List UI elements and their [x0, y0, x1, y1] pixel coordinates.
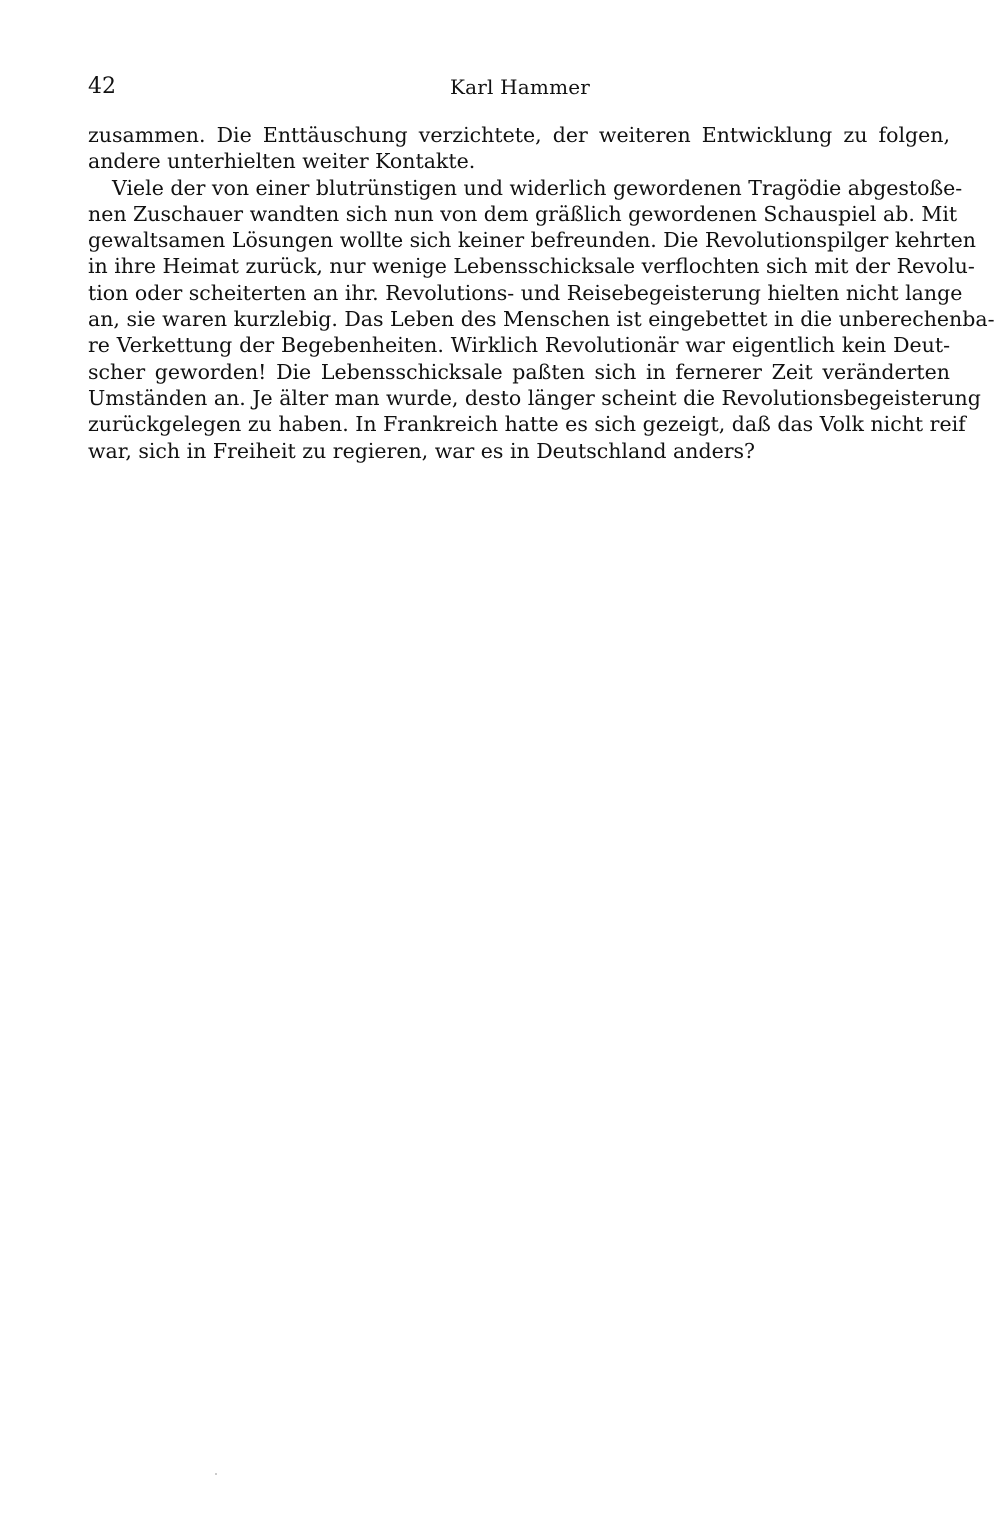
- running-title: Karl Hammer: [449, 75, 591, 99]
- text-line: tion oder scheiterten an ihr. Revolutions- und Reisebegeisterung hielten nicht lange: [88, 280, 963, 305]
- scan-speck: [215, 1473, 217, 1475]
- text-line: an, sie waren kurzlebig. Das Leben des Menschen ist eingebettet in die unberechenba-: [88, 307, 995, 332]
- paragraph-1: [88, 122, 950, 175]
- paragraph-2: [88, 175, 995, 464]
- text-line: Viele der von einer blutrünstigen und widerlich gewordenen Tragödie abgestoße-: [112, 175, 963, 200]
- text-line: zusammen. Die Enttäuschung verzichtete, der weiteren Entwicklung zu folgen,: [88, 123, 950, 147]
- text-line: Umständen an. Je älter man wurde, desto länger scheint die Revolutionsbegeisterung: [88, 385, 981, 410]
- text-line: in ihre Heimat zurück, nur wenige Lebensschicksale verflochten sich mit der Revolu-: [88, 254, 975, 279]
- text-line: re Verkettung der Begebenheiten. Wirklich Revolutionär war eigentlich kein Deut-: [88, 333, 950, 358]
- running-head: [88, 74, 952, 104]
- body-text: [88, 122, 995, 464]
- text-line: zurückgelegen zu haben. In Frankreich hatte es sich gezeigt, daß das Volk nicht reif: [88, 412, 966, 437]
- text-line: nen Zuschauer wandten sich nun von dem gräßlich gewordenen Schauspiel ab. Mit: [88, 201, 958, 226]
- text-line: gewaltsamen Lösungen wollte sich keiner befreunden. Die Revolutionspilger kehrten: [88, 228, 976, 253]
- page-number: 42: [88, 74, 116, 99]
- text-line: scher geworden! Die Lebensschicksale paßten sich in fernerer Zeit veränderten: [88, 359, 950, 384]
- text-line: war, sich in Freiheit zu regieren, war es in Deutschland anders?: [88, 438, 756, 463]
- text-line: andere unterhielten weiter Kontakte.: [88, 149, 476, 174]
